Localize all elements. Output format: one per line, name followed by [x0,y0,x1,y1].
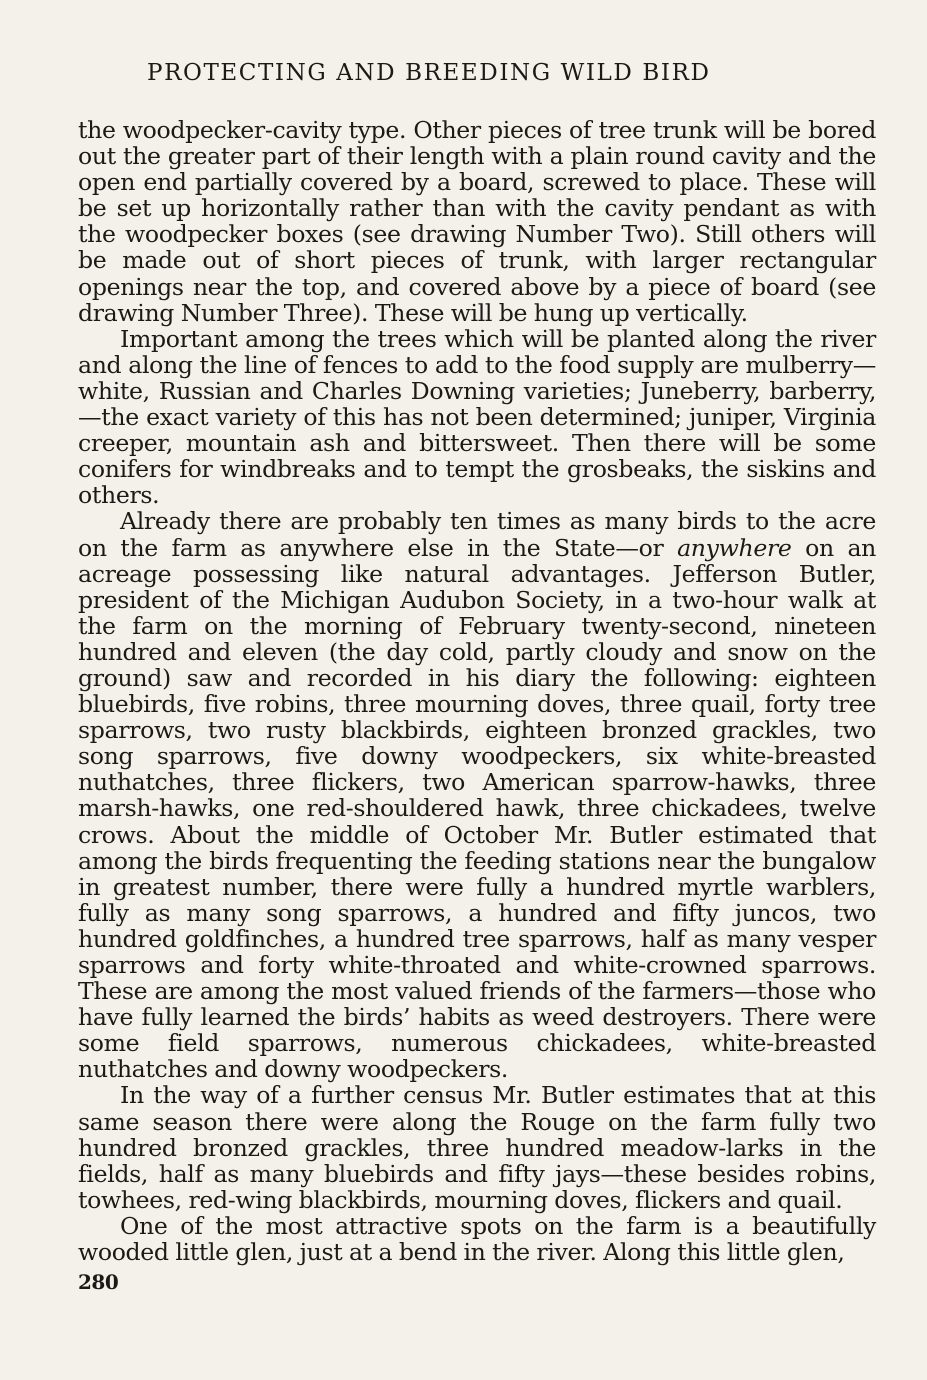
paragraph-5: One of the most attractive spots on the farm is a beautifully wooded little glen, just at a bend in the river. Along this little glen, [78,1211,876,1267]
paragraph-3-lead: Already there are probably ten times as many birds to the acre [120,507,876,536]
paragraph-3-part-b: on an acreage possessing like natural advantages. Jefferson Butler, president of the Michigan Audubon Society, in a two-hour walk at the farm on the morning of February twenty-second, nineteen hundred and eleven (the day cold, partly cloudy and snow on the ground) saw and recorded in his diary the following: eighteen bluebirds, five robins, three mourning doves, three quail, forty tree sparrows, two rusty blackbirds, eighteen bronzed grackles, two song sparrows, five downy woodpeckers, six white-breasted nuthatches, three flickers, two American sparrow-hawks, three marsh-hawks, one red-shouldered hawk, three chickadees, twelve crows. About the middle of October Mr. Butler estimated that among the birds frequenting the feeding stations near the bungalow in greatest number, there were fully a hundred myrtle warblers, fully as many song sparrows, a hundred and fifty juncos, two hundred goldfinches, a hundred tree sparrows, half as many vesper sparrows and forty white-throated and white-crowned sparrows. These are among the most valued friends of the farmers—those who have fully learned the birds’ habits as weed destroyers. There were some field sparrows, numerous chickadees, white-breasted nuthatches and downy woodpeckers. [78,533,877,1084]
paragraph-3-part-a: on the farm as anywhere else in the State—or [78,533,664,562]
page-number: 280 [78,1270,119,1294]
paragraph-4: In the way of a further census Mr. Butler estimates that at this same season there were along the Rouge on the farm fully two hundred bronzed grackles, three hundred meadow-larks in the fields, half as many bluebirds and fifty jays—these besides robins, towhees, red-wing blackbirds, mourning doves, flickers and quail. [78,1081,876,1214]
running-head: PROTECTING AND BREEDING WILD BIRD [147,60,711,86]
paragraph-1: the woodpecker-cavity type. Other pieces of tree trunk will be bored out the greater part of their length with a plain round cavity and the open end partially covered by a board, screwed to place. These will be set up horizontally rather than with the cavity pendant as with the woodpecker boxes (see drawing Number Two). Still others will be made out of short pieces of trunk, with larger rectangular openings near the top, and covered above by a piece of board (see drawing Number Three). These will be hung up vertically. [78,116,876,327]
paragraph-3 [78,508,876,1082]
paragraph-2: Important among the trees which will be planted along the river and along the line of fences to add to the food supply are mulberry—white, Russian and Charles Downing varieties; Juneberry, barberry,—the exact variety of this has not been determined; juniper, Virginia creeper, mountain ash and bittersweet. Then there will be some conifers for windbreaks and to tempt the grosbeaks, the siskins and others. [78,324,876,510]
body-text [78,117,876,1265]
paragraph-3-italic: anywhere [677,533,792,562]
